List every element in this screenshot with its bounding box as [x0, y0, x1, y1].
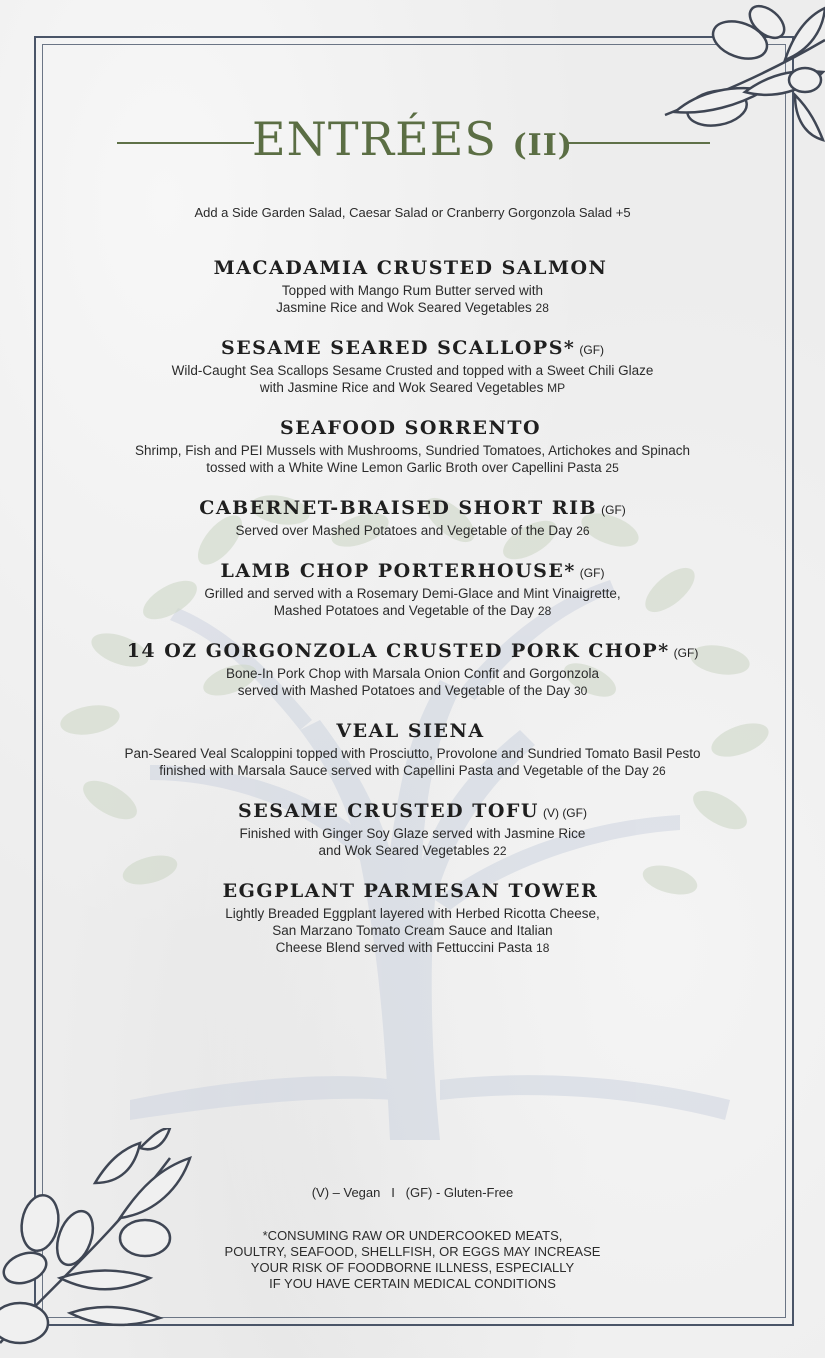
- item-tag: (GF): [579, 343, 605, 357]
- item-description: Served over Mashed Potatoes and Vegetable of the Day: [235, 523, 573, 538]
- item-description: Jasmine Rice and Wok Seared Vegetables: [276, 300, 532, 315]
- item-description: Shrimp, Fish and PEI Mussels with Mushrooms, Sundried Tomatoes, Artichokes and Spinach: [134, 443, 690, 458]
- item-name: LAMB CHOP PORTERHOUSE*: [220, 560, 576, 582]
- item-description: Wild-Caught Sea Scallops Sesame Crusted and topped with a Sweet Chili Glaze: [171, 363, 654, 378]
- item-price: 26: [652, 764, 666, 778]
- item-tag: (V) (GF): [542, 806, 587, 820]
- item-name: SESAME CRUSTED TOFU: [238, 800, 539, 822]
- menu-item: [0, 719, 825, 780]
- item-description: Bone-In Pork Chop with Marsala Onion Confit and Gorgonzola: [226, 666, 599, 681]
- item-name: VEAL SIENA: [336, 720, 485, 742]
- item-tag: (GF): [579, 566, 605, 580]
- item-price: MP: [547, 381, 566, 395]
- warning-line: IF YOU HAVE CERTAIN MEDICAL CONDITIONS: [269, 1276, 556, 1291]
- item-name: SESAME SEARED SCALLOPS*: [220, 337, 576, 359]
- menu-item: [0, 336, 825, 397]
- item-name: SEAFOOD SORRENTO: [279, 417, 542, 439]
- item-description: Pan-Seared Veal Scaloppini topped with Prosciutto, Provolone and Sundried Tomato Basil Pesto: [124, 746, 701, 761]
- item-description: Cheese Blend served with Fettuccini Pasta: [275, 940, 533, 955]
- item-description: finished with Marsala Sauce served with Capellini Pasta and Vegetable of the Day: [159, 763, 649, 778]
- item-price: 22: [493, 844, 507, 858]
- warning-line: YOUR RISK OF FOODBORNE ILLNESS, ESPECIALLY: [250, 1260, 575, 1275]
- item-name: EGGPLANT PARMESAN TOWER: [222, 880, 599, 902]
- menu-item: [0, 799, 825, 860]
- menu-item: [0, 879, 825, 957]
- item-tag: (GF): [673, 646, 699, 660]
- item-name: 14 OZ GORGONZOLA CRUSTED PORK CHOP*: [126, 640, 670, 662]
- item-price: 25: [605, 461, 619, 475]
- item-description: and Wok Seared Vegetables: [318, 843, 490, 858]
- entree-list: [0, 256, 825, 976]
- item-description: served with Mashed Potatoes and Vegetable of the Day: [237, 683, 571, 698]
- warning-line: POULTRY, SEAFOOD, SHELLFISH, OR EGGS MAY INCREASE: [224, 1244, 601, 1259]
- item-description: Mashed Potatoes and Vegetable of the Day: [273, 603, 535, 618]
- item-price: 18: [536, 941, 550, 955]
- food-safety-warning: [0, 1228, 825, 1292]
- menu-item: [0, 256, 825, 317]
- menu-item: [0, 639, 825, 700]
- item-description: Grilled and served with a Rosemary Demi-Glace and Mint Vinaigrette,: [204, 586, 621, 601]
- item-description: Finished with Ginger Soy Glaze served with Jasmine Rice: [239, 826, 586, 841]
- menu-item: [0, 416, 825, 477]
- item-name: CABERNET-BRAISED SHORT RIB: [199, 497, 598, 519]
- dietary-legend: (V) – Vegan I (GF) - Gluten-Free: [311, 1185, 514, 1200]
- menu-item: [0, 496, 825, 540]
- warning-line: *CONSUMING RAW OR UNDERCOOKED MEATS,: [262, 1228, 563, 1243]
- page-title: [0, 112, 825, 172]
- item-description: Topped with Mango Rum Butter served with: [281, 283, 544, 298]
- title-suffix: (II): [512, 128, 573, 163]
- item-price: 26: [576, 524, 590, 538]
- item-price: 30: [573, 684, 588, 698]
- item-price: 28: [535, 301, 549, 315]
- title-text: ENTRÉES: [252, 112, 497, 166]
- item-price: 28: [537, 604, 552, 618]
- menu-item: [0, 559, 825, 620]
- item-description: Lightly Breaded Eggplant layered with Herbed Ricotta Cheese,: [225, 906, 600, 921]
- item-description: with Jasmine Rice and Wok Seared Vegetables: [259, 380, 544, 395]
- item-tag: (GF): [601, 503, 626, 517]
- item-description: San Marzano Tomato Cream Sauce and Italian: [272, 923, 553, 938]
- item-description: tossed with a White Wine Lemon Garlic Broth over Capellini Pasta: [206, 460, 602, 475]
- side-salad-note: Add a Side Garden Salad, Caesar Salad or Cranberry Gorgonzola Salad +5: [194, 205, 631, 220]
- item-name: MACADAMIA CRUSTED SALMON: [213, 257, 608, 279]
